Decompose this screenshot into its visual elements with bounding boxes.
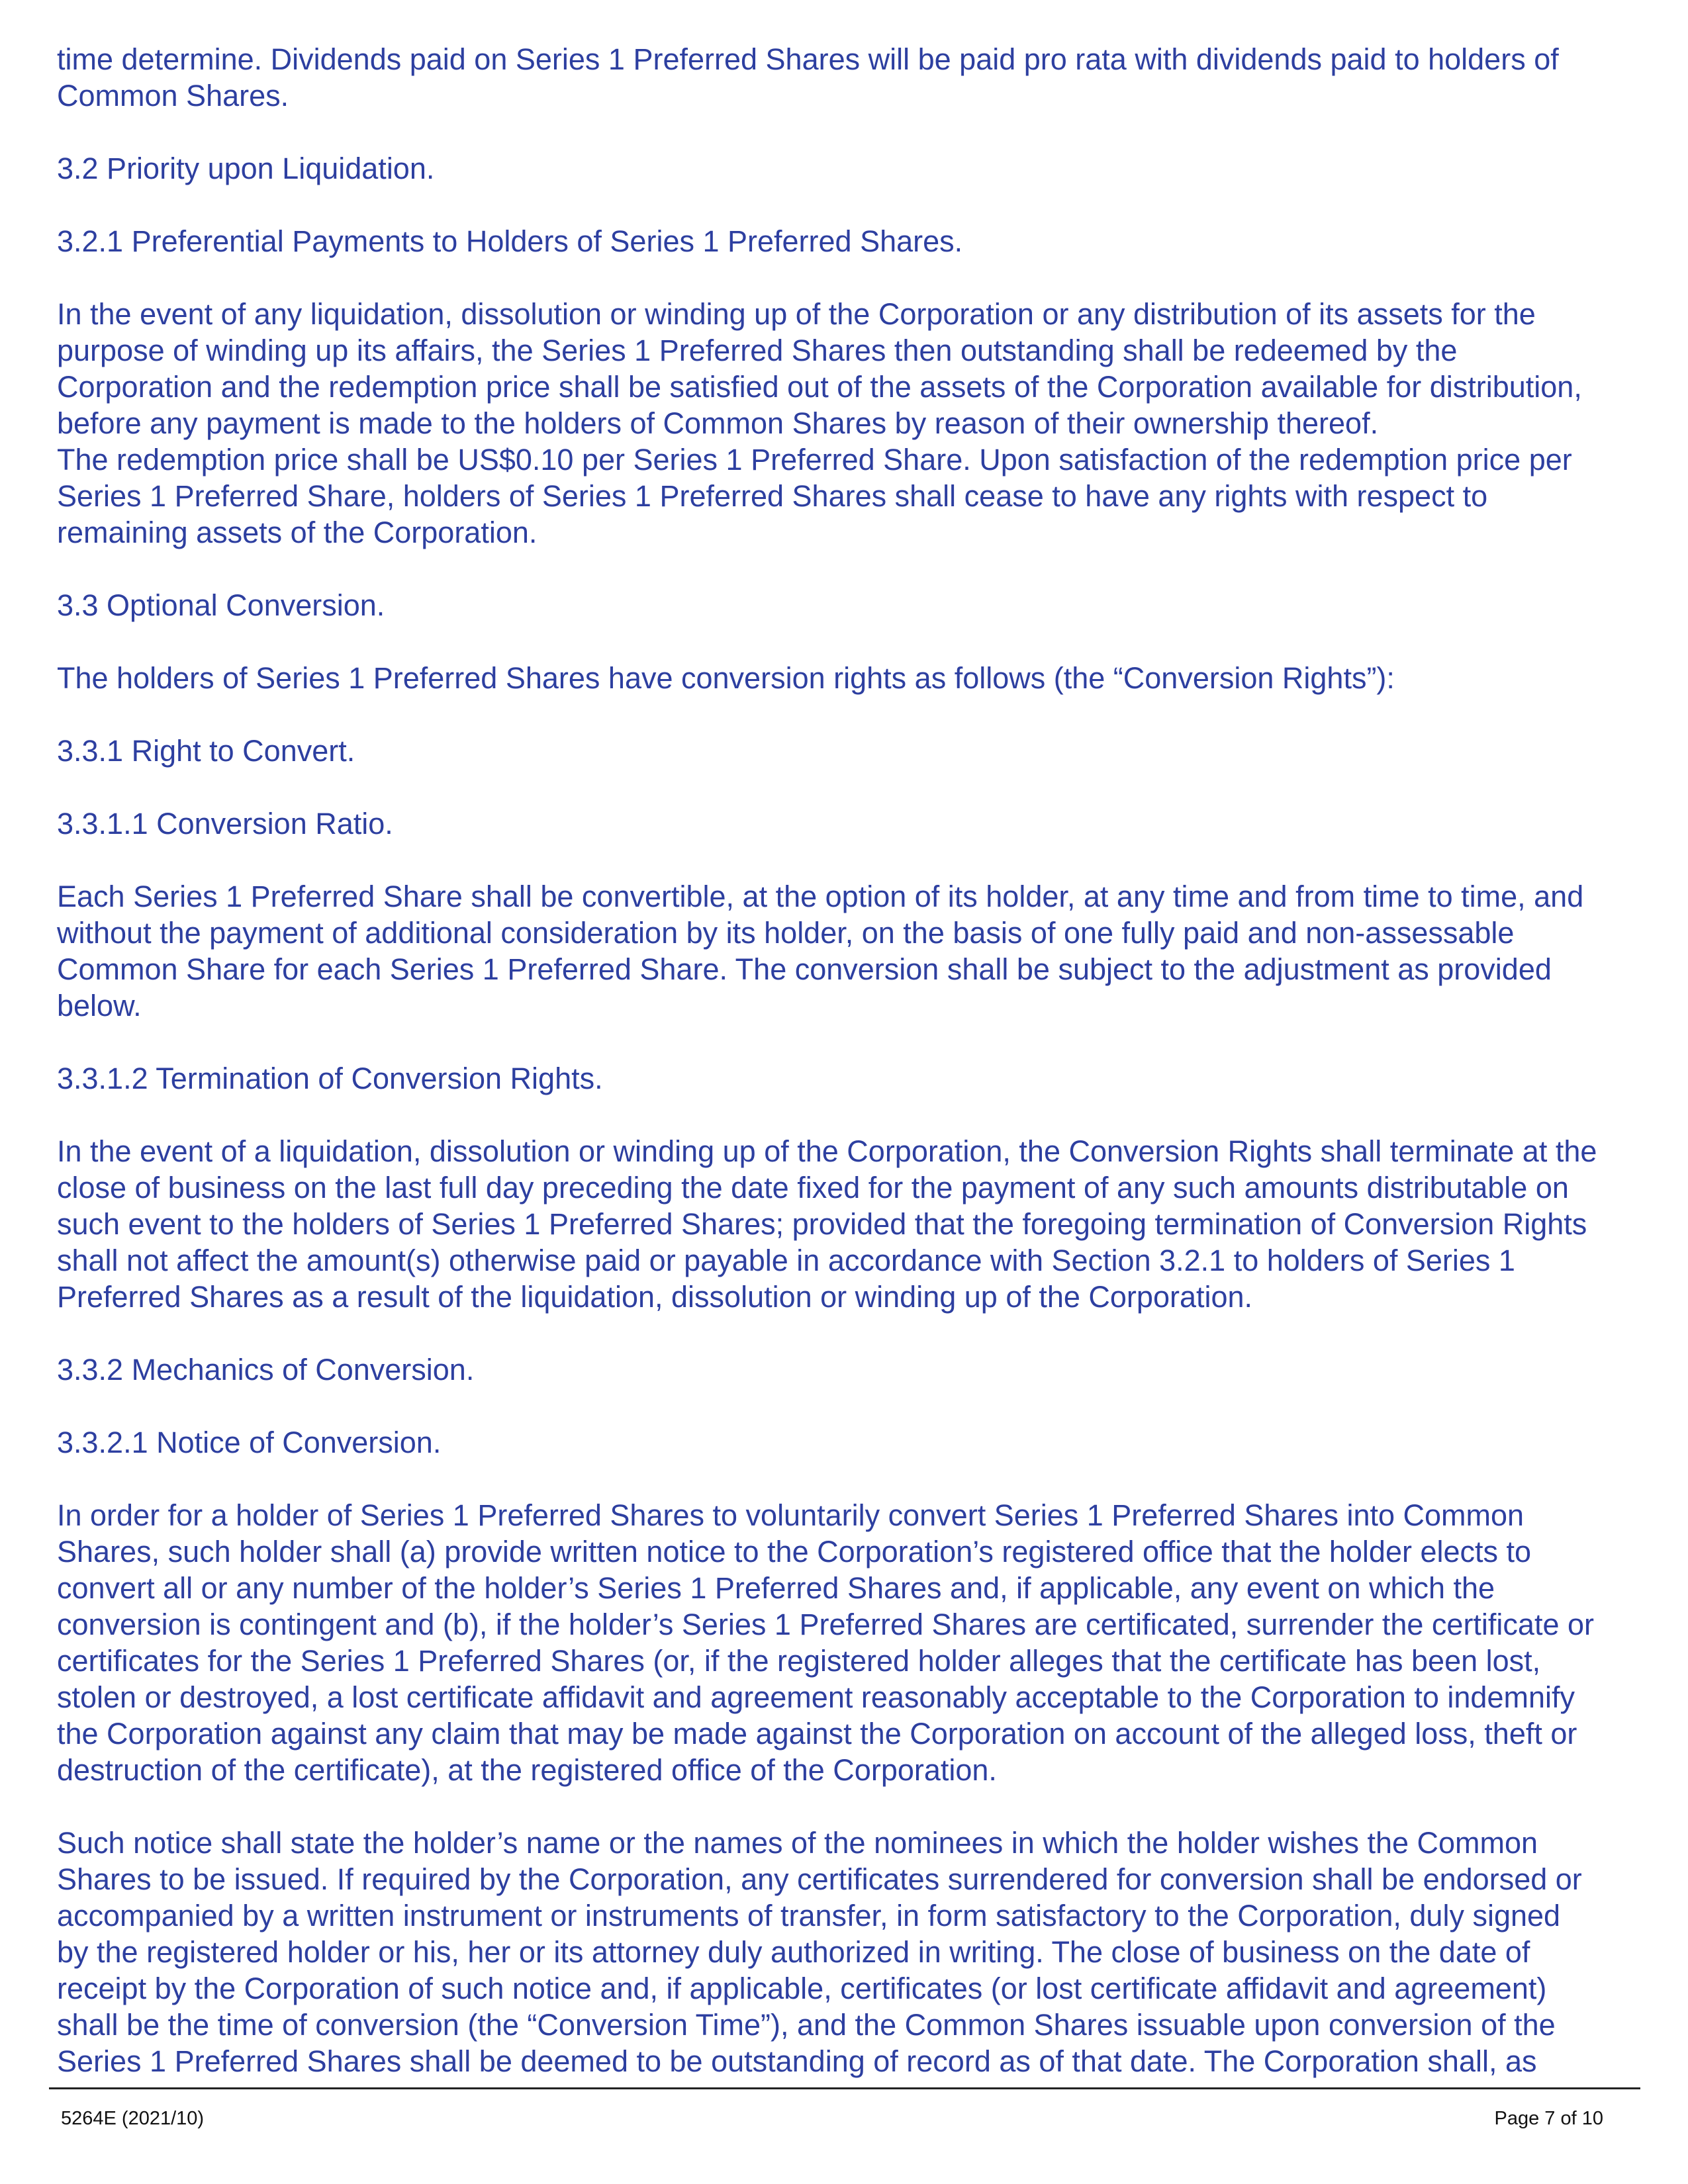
text-line: close of business on the last full day preceding the date fixed for the payment of any such amounts distributable on bbox=[57, 1171, 1569, 1205]
text-line: before any payment is made to the holders of Common Shares by reason of their ownership thereof. bbox=[57, 406, 1379, 440]
text-line: destruction of the certificate), at the registered office of the Corporation. bbox=[57, 1753, 997, 1787]
text-line: Series 1 Preferred Shares shall be deemed to be outstanding of record as of that date. The Corporation shall, as bbox=[57, 2044, 1537, 2078]
paragraph bbox=[57, 296, 1646, 441]
text-line: 3.2.1 Preferential Payments to Holders of Series 1 Preferred Shares. bbox=[57, 224, 963, 258]
text-line: convert all or any number of the holder’s Series 1 Preferred Shares and, if applicable, any event on which the bbox=[57, 1571, 1495, 1605]
text-line: In the event of a liquidation, dissolution or winding up of the Corporation, the Conversion Rights shall terminate at the bbox=[57, 1134, 1597, 1168]
text-line: The redemption price shall be US$0.10 per Series 1 Preferred Share. Upon satisfaction of the redemption price per bbox=[57, 443, 1572, 477]
text-line: accompanied by a written instrument or instruments of transfer, in form satisfactory to the Corporation, duly signed bbox=[57, 1899, 1561, 1933]
text-line: 3.3.1 Right to Convert. bbox=[57, 734, 355, 768]
paragraph bbox=[57, 441, 1646, 551]
form-code: 5264E (2021/10) bbox=[61, 2108, 205, 2129]
paragraph bbox=[57, 41, 1646, 114]
text-line: certificates for the Series 1 Preferred Shares (or, if the registered holder alleges that the certificate has been lost, bbox=[57, 1644, 1541, 1678]
text-line: Shares to be issued. If required by the Corporation, any certificates surrendered for conversion shall be endorsed or bbox=[57, 1862, 1582, 1896]
text-line: below. bbox=[57, 989, 142, 1023]
text-line: time determine. Dividends paid on Series 1 Preferred Shares will be paid pro rata with dividends paid to holders of bbox=[57, 42, 1559, 76]
text-line: Corporation and the redemption price shall be satisfied out of the assets of the Corporation available for distribution, bbox=[57, 370, 1582, 404]
text-line: remaining assets of the Corporation. bbox=[57, 516, 538, 549]
text-line: the Corporation against any claim that may be made against the Corporation on account of the alleged loss, theft or bbox=[57, 1717, 1577, 1751]
text-line: 3.3.1.1 Conversion Ratio. bbox=[57, 807, 393, 841]
text-line: 3.3.2 Mechanics of Conversion. bbox=[57, 1353, 475, 1387]
paragraph bbox=[57, 733, 1646, 769]
paragraph bbox=[57, 150, 1646, 187]
paragraph bbox=[57, 587, 1646, 623]
text-line: Preferred Shares as a result of the liquidation, dissolution or winding up of the Corporation. bbox=[57, 1280, 1253, 1314]
paragraph bbox=[57, 1060, 1646, 1097]
text-line: Each Series 1 Preferred Share shall be convertible, at the option of its holder, at any time and from time to time, and bbox=[57, 880, 1584, 913]
text-line: Common Share for each Series 1 Preferred Share. The conversion shall be subject to the adjustment as provided bbox=[57, 952, 1552, 986]
text-line: such event to the holders of Series 1 Preferred Shares; provided that the foregoing termination of Conversion Rights bbox=[57, 1207, 1587, 1241]
text-line: 3.3.2.1 Notice of Conversion. bbox=[57, 1426, 442, 1459]
text-line: by the registered holder or his, her or its attorney duly authorized in writing. The close of business on the date of bbox=[57, 1935, 1530, 1969]
paragraph bbox=[57, 1424, 1646, 1461]
document-body bbox=[57, 41, 1646, 2116]
footer-divider bbox=[49, 2087, 1640, 2089]
paragraph bbox=[57, 1497, 1646, 1788]
text-line: Common Shares. bbox=[57, 79, 289, 113]
text-line: In the event of any liquidation, dissolution or winding up of the Corporation or any distribution of its assets for the bbox=[57, 297, 1536, 331]
text-line: 3.2 Priority upon Liquidation. bbox=[57, 152, 435, 185]
paragraph bbox=[57, 223, 1646, 259]
text-line: without the payment of additional consideration by its holder, on the basis of one fully paid and non-assessable bbox=[57, 916, 1515, 950]
text-line: Such notice shall state the holder’s name or the names of the nominees in which the holder wishes the Common bbox=[57, 1826, 1538, 1860]
text-line: shall not affect the amount(s) otherwise paid or payable in accordance with Section 3.2.1 to holders of Series 1 bbox=[57, 1244, 1515, 1277]
text-line: In order for a holder of Series 1 Preferred Shares to voluntarily convert Series 1 Preferred Shares into Common bbox=[57, 1498, 1524, 1532]
paragraph bbox=[57, 1351, 1646, 1388]
paragraph bbox=[57, 660, 1646, 696]
text-line: shall be the time of conversion (the “Conversion Time”), and the Common Shares issuable upon conversion of the bbox=[57, 2008, 1556, 2042]
paragraph bbox=[57, 1133, 1646, 1315]
paragraph bbox=[57, 878, 1646, 1024]
text-line: Series 1 Preferred Share, holders of Series 1 Preferred Shares shall cease to have any rights with respect to bbox=[57, 479, 1488, 513]
text-line: The holders of Series 1 Preferred Shares have conversion rights as follows (the “Conversion Rights”): bbox=[57, 661, 1395, 695]
paragraph bbox=[57, 1825, 1646, 2079]
text-line: purpose of winding up its affairs, the Series 1 Preferred Shares then outstanding shall be redeemed by the bbox=[57, 334, 1458, 367]
text-line: 3.3.1.2 Termination of Conversion Rights. bbox=[57, 1062, 603, 1095]
text-line: receipt by the Corporation of such notice and, if applicable, certificates (or lost certificate affidavit and agreement) bbox=[57, 1972, 1547, 2005]
text-line: stolen or destroyed, a lost certificate affidavit and agreement reasonably acceptable to the Corporation to indemnify bbox=[57, 1680, 1575, 1714]
text-line: Shares, such holder shall (a) provide written notice to the Corporation’s registered office that the holder elects to bbox=[57, 1535, 1532, 1569]
page-number: Page 7 of 10 bbox=[1494, 2108, 1603, 2129]
text-line: 3.3 Optional Conversion. bbox=[57, 588, 385, 622]
paragraph bbox=[57, 805, 1646, 842]
text-line: conversion is contingent and (b), if the holder’s Series 1 Preferred Shares are certificated, surrender the certificate or bbox=[57, 1608, 1595, 1641]
